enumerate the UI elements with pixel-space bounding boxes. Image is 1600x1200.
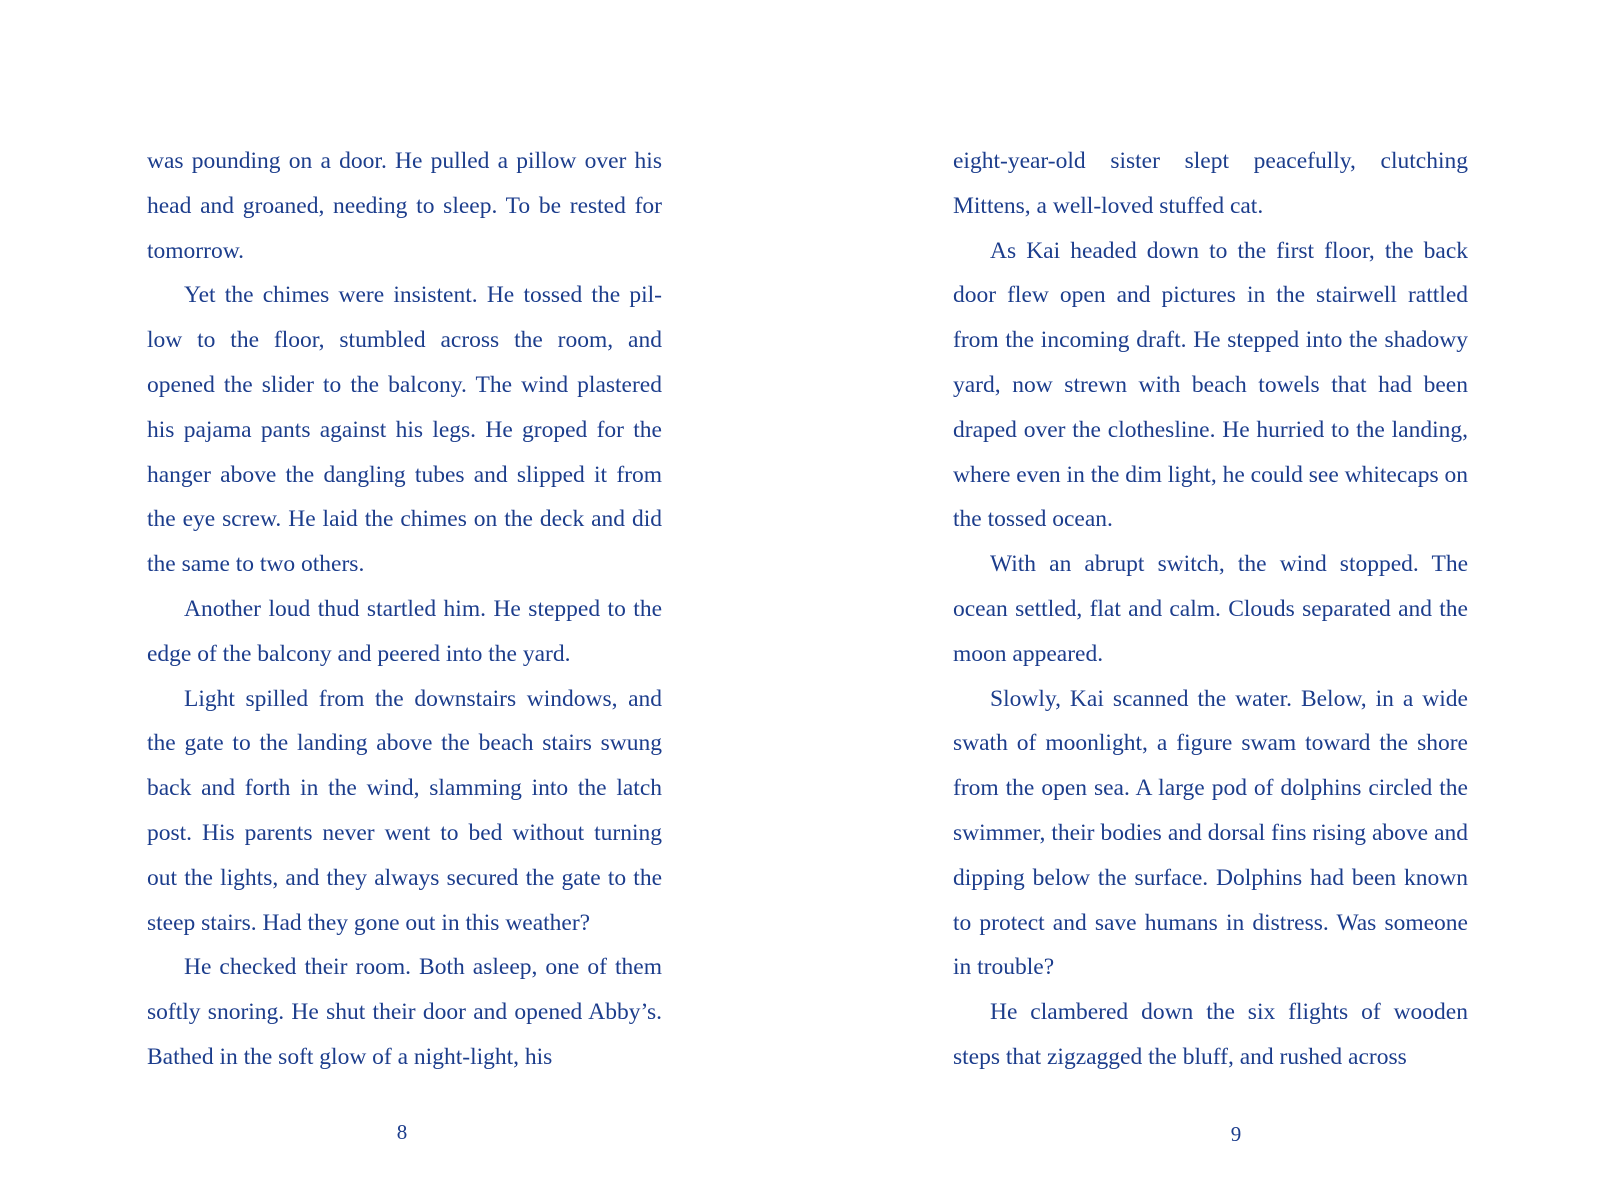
right-page-text <box>953 139 1468 1080</box>
paragraph: was pounding on a door. He pulled a pillow over his head and groaned, needing to sleep. To be rested for tomorrow. <box>147 148 662 264</box>
paragraph: He clambered down the six flights of wooden steps that zigzagged the bluff, and rushed across <box>953 999 1468 1070</box>
left-page-text <box>147 139 662 1080</box>
paragraph: eight-year-old sister slept peacefully, clutching Mittens, a well-loved stuffed cat. <box>953 148 1468 219</box>
paragraph: Slowly, Kai scanned the water. Below, in a wide swath of moonlight, a figure swam toward the shore from the open sea. A large pod of dolphins circled the swimmer, their bodies and dorsal fins rising above and dipping below the surface. Dolphins had been known to protect and save humans in distress. Was someone in trouble? <box>953 685 1468 981</box>
paragraph: As Kai headed down to the first floor, the back door flew open and pictures in the stairwell rattled from the incoming draft. He stepped into the shadowy yard, now strewn with beach towels that had been draped over the clothesline. He hurried to the landing, where even in the dim light, he could see whitecaps on the tossed ocean. <box>953 237 1468 533</box>
paragraph: With an abrupt switch, the wind stopped. The ocean settled, flat and calm. Clouds separated and the moon appeared. <box>953 551 1468 667</box>
page-number-right: 9 <box>1230 1122 1242 1146</box>
right-page <box>800 0 1600 1200</box>
paragraph: Another loud thud startled him. He stepped to the edge of the balcony and peered into the yard. <box>147 595 662 667</box>
page-number-left: 8 <box>396 1120 408 1144</box>
paragraph: He checked their room. Both asleep, one of them softly snoring. He shut their door and opened Abby’s. Bathed in the soft glow of a night-light, his <box>147 954 662 1070</box>
paragraph: Yet the chimes were insistent. He tossed the pillow to the floor, stumbled across the room, and opened the slider to the balcony. The wind plastered his pajama pants against his legs. He groped for the hanger above the dangling tubes and slipped it from the eye screw. He laid the chimes on the deck and did the same to two others. <box>147 282 662 578</box>
paragraph: Light spilled from the downstairs windows, and the gate to the landing above the beach stairs swung back and forth in the wind, slamming into the latch post. His parents never went to bed without turning out the lights, and they always secured the gate to the steep stairs. Had they gone out in this weather? <box>147 685 662 936</box>
